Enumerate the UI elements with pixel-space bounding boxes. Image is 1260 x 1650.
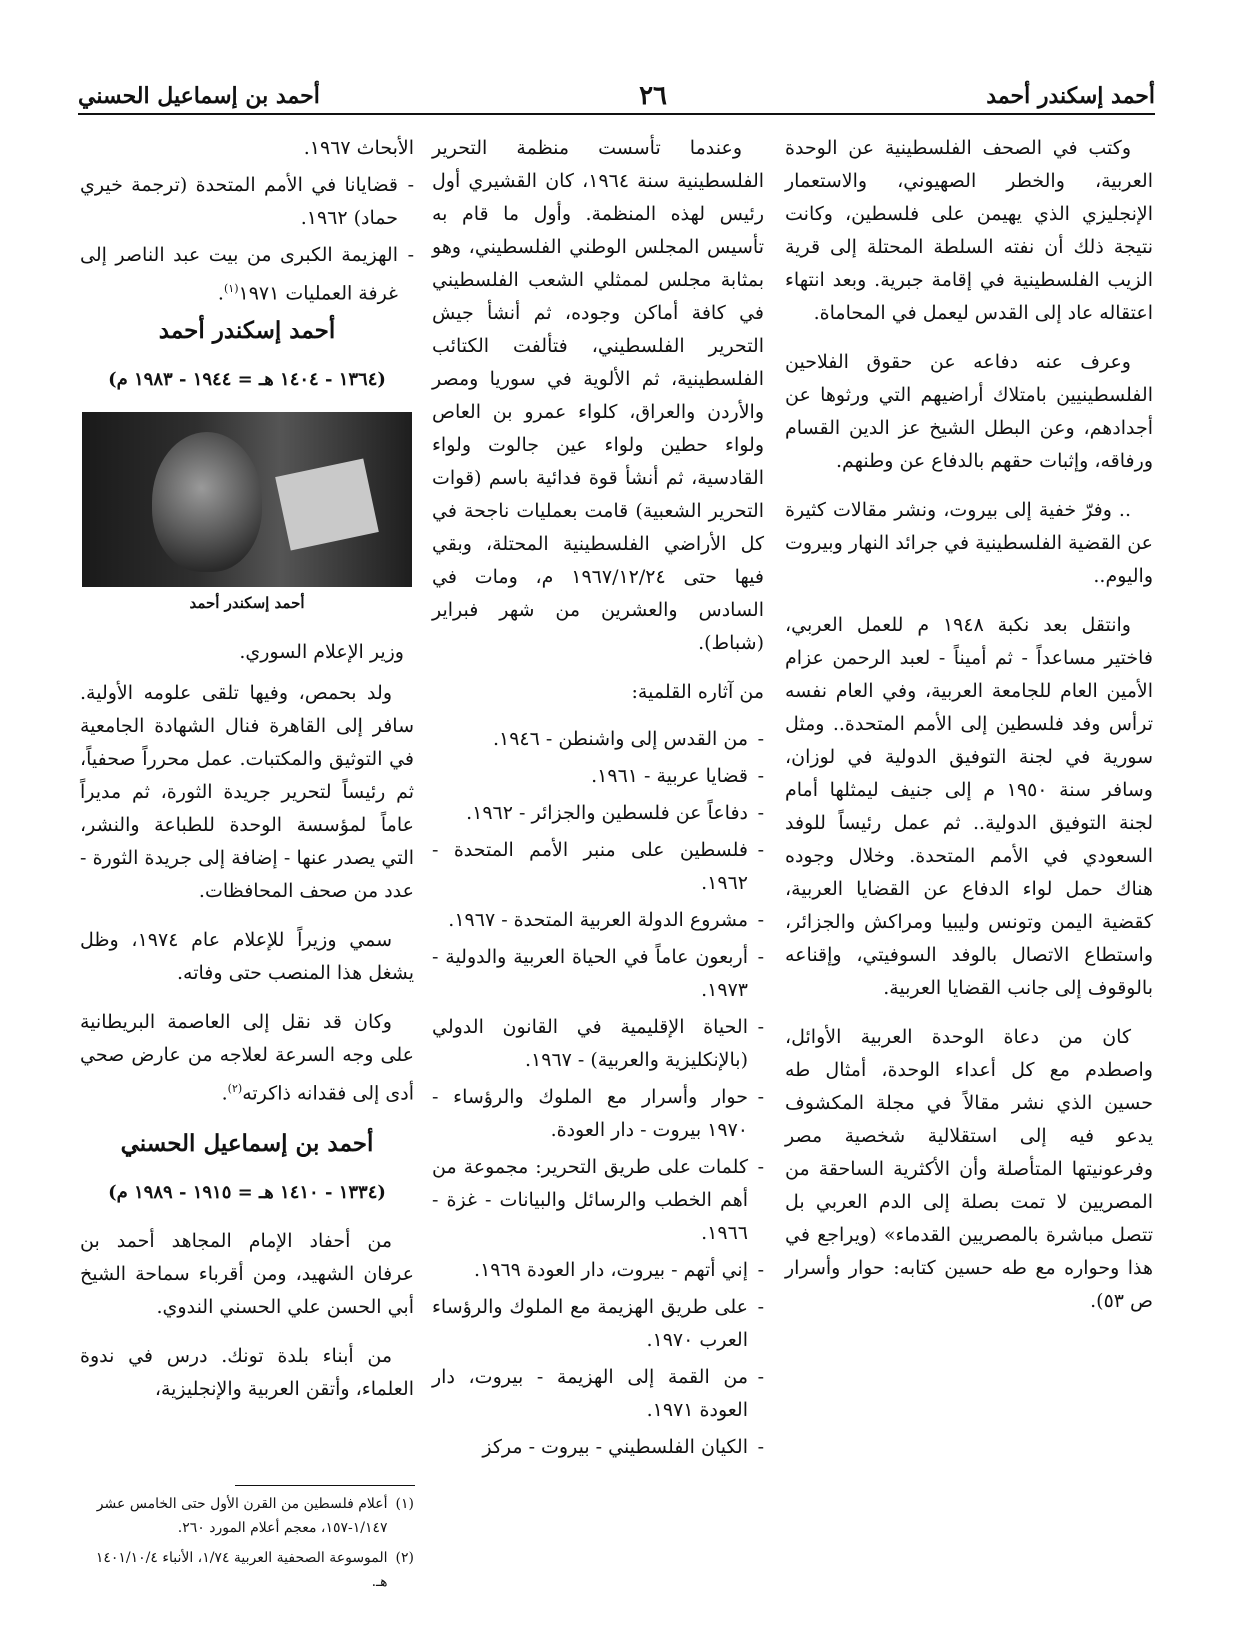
footnote-text: أعلام فلسطين من القرن الأول حتى الخامس عشر ١/١٤٧-١٥٧، معجم أعلام المورد ٢٦٠. — [96, 1496, 388, 1536]
paragraph: .. وفرّ خفية إلى بيروت، ونشر مقالات كثيرة عن القضية الفلسطينية في جرائد النهار وبيروت واليوم.. — [785, 499, 1153, 587]
list-item-text: الهزيمة الكبرى من بيت عبد الناصر إلى غرفة العمليات ١٩٧١ — [80, 244, 398, 305]
list-item: - فلسطين على منبر الأمم المتحدة - ١٩٦٢. — [432, 834, 764, 900]
column-right — [785, 132, 1153, 1334]
entry-heading: أحمد بن إسماعيل الحسني — [120, 1129, 374, 1157]
paragraph: وكتب في الصحف الفلسطينية عن الوحدة العربية، والخطر الصهيوني، والاستعمار الإنجليزي الذي يهيمن على فلسطين، وكانت نتيجة ذلك أن نفته السلطة المحتلة إلى قرية الزيب الفلسطينية في إقامة جبرية. وبعد انتهاء اعتقاله عاد إلى القدس ليعمل في المحاماة. — [785, 137, 1153, 324]
entry-title-line: وزير الإعلام السوري. — [239, 641, 404, 664]
list-item: - قضايانا في الأمم المتحدة (ترجمة خيري حماد) ١٩٦٢. — [80, 169, 414, 235]
portrait-photo — [82, 412, 412, 587]
paragraph: من أبناء بلدة تونك. درس في ندوة العلماء، وأتقن العربية والإنجليزية، — [80, 1344, 414, 1400]
entry-dates: (١٣٣٤ - ١٤١٠ هـ = ١٩١٥ - ١٩٨٩ م) — [108, 1181, 386, 1203]
list-item: - إني أتهم - بيروت، دار العودة ١٩٦٩. — [432, 1254, 764, 1287]
works-intro: من آثاره القلمية: — [631, 681, 764, 703]
footnote-marker: (١) — [223, 282, 239, 295]
header-rule — [78, 113, 1155, 115]
column-middle — [432, 132, 764, 1468]
header-right-title: أحمد إسكندر أحمد — [986, 83, 1155, 109]
list-item: - من القمة إلى الهزيمة - بيروت، دار العودة ١٩٧١. — [432, 1361, 764, 1427]
footnote-number: (١) — [395, 1496, 414, 1512]
list-item: - مشروع الدولة العربية المتحدة - ١٩٦٧. — [432, 904, 764, 937]
list-item: - قضايا عربية - ١٩٦١. — [432, 760, 764, 793]
footnote-rule — [235, 1485, 415, 1486]
continued-works-list — [80, 169, 414, 310]
paragraph: وعندما تأسست منظمة التحرير الفلسطينية سنة ١٩٦٤، كان القشيري أول رئيس لهذه المنظمة. وأول ما قام به تأسيس المجلس الوطني الفلسطيني، وهو بمثابة مجلس لممثلي الشعب الفلسطيني في كافة أماكن وجوده، ثم أنشأ جيش التحرير الفلسطيني، فتألفت الكتائب الفلسطينية، ثم الألوية في سوريا ومصر والأردن والعراق، كلواء عمرو بن العاص ولواء حطين ولواء عين جالوت ولواء القادسية، ثم أنشأ قوة فدائية باسم (قوات التحرير الشعبية) قامت بعمليات ناجحة في كل الأراضي الفلسطينية المحتلة، وبقي فيها حتى ١٩٦٧/١٢/٢٤ م، ومات في السادس والعشرين من شهر فبراير (شباط). — [432, 137, 765, 654]
list-item: - حوار وأسرار مع الملوك والرؤساء - ١٩٧٠ بيروت - دار العودة. — [432, 1081, 764, 1147]
portrait-face — [152, 432, 262, 572]
paragraph: ولد بحمص، وفيها تلقى علومه الأولية. سافر إلى القاهرة فنال الشهادة الجامعية في التوثيق والمكتبات. عمل محرراً صحفياً، ثم رئيساً لتحرير جريدة الثورة، ثم مديراً عاماً لمؤسسة الوحدة للطباعة والنشر، التي يصدر عنها - إضافة إلى جريدة الثورة - عدد من صحف المحافظات. — [80, 682, 414, 903]
footnote-marker: (٢) — [227, 1082, 243, 1096]
list-item: - من القدس إلى واشنطن - ١٩٤٦. — [432, 723, 764, 756]
list-item: - كلمات على طريق التحرير: مجموعة من أهم الخطب والرسائل والبيانات - غزة - ١٩٦٦. — [432, 1151, 764, 1250]
continued-line: الأبحاث ١٩٦٧. — [303, 137, 414, 159]
list-item: - أربعون عاماً في الحياة العربية والدولية - ١٩٧٣. — [432, 941, 764, 1007]
footnote — [80, 1492, 414, 1540]
column-left — [80, 132, 414, 1422]
works-list — [432, 723, 764, 1464]
list-item: - الحياة الإقليمية في القانون الدولي (بالإنكليزية والعربية) - ١٩٦٧. — [432, 1011, 764, 1077]
photo-caption: أحمد إسكندر أحمد — [189, 594, 305, 613]
paragraph: وعرف عنه دفاعه عن حقوق الفلاحين الفلسطينيين بامتلاك أراضيهم التي ورثوها عن أجدادهم، وعن البطل الشيخ عز الدين القسام ورفاقه، وإثبات حقهم بالدفاع عن وطنهم. — [785, 351, 1153, 472]
header-left-title: أحمد بن إسماعيل الحسني — [78, 83, 320, 109]
paragraph: من أحفاد الإمام المجاهد أحمد بن عرفان الشهيد، ومن أقرباء سماحة الشيخ أبي الحسن علي الحسني الندوي. — [80, 1229, 414, 1318]
paragraph: وانتقل بعد نكبة ١٩٤٨ م للعمل العربي، فاختير مساعداً - ثم أميناً - لعبد الرحمن عزام الأمين العام للجامعة العربية، وفي العام نفسه ترأس وفد فلسطين إلى الأمم المتحدة.. ومثل سورية في لجنة التوفيق الدولية في لوزان، وسافر سنة ١٩٥٠ م إلى جنيف ليمثلها أمام لجنة التوفيق الدولية.. ثم عمل رئيساً للوفد السعودي في الأمم المتحدة. وخلال وجوده هناك حمل لواء الدفاع عن القضايا العربية، كقضية اليمن وتونس وليبيا ومراكش والجزائر، واستطاع الاتصال بالوفد السوفيتي، وإقناعه بالوقوف إلى جانب القضايا العربية. — [785, 614, 1153, 999]
paragraph: وكان قد نقل إلى العاصمة البريطانية على وجه السرعة لعلاجه من عارض صحي أدى إلى فقدانه ذاكرته$^{(٢)}$. — [80, 1011, 414, 1105]
list-item: - الكيان الفلسطيني - بيروت - مركز — [432, 1431, 764, 1464]
running-header — [78, 76, 1155, 116]
portrait-paper — [275, 459, 379, 551]
footnote-text: الموسوعة الصحفية العربية ١/٧٤، الأنباء ١٤٠١/١٠/٤ هـ. — [95, 1550, 388, 1590]
entry-heading: أحمد إسكندر أحمد — [158, 317, 336, 345]
footnote-number: (٢) — [395, 1550, 414, 1566]
entry-dates: (١٣٦٤ - ١٤٠٤ هـ = ١٩٤٤ - ١٩٨٣ م) — [108, 369, 386, 391]
footnote — [80, 1546, 414, 1594]
list-item: - الهزيمة الكبرى من بيت عبد الناصر إلى غرفة العمليات ١٩٧١$^{(١)}$. — [80, 239, 414, 310]
paragraph: كان من دعاة الوحدة العربية الأوائل، واصطدم مع كل أعداء الوحدة، أمثال طه حسين الذي نشر مقالاً في مجلة المكشوف يدعو فيه إلى استقلالية شخصية مصر وفرعونيتها المتأصلة وأن الأكثرية الساحقة من المصريين لا تمت بصلة إلى الدم العربي بل تتصل مباشرة بالمصريين القدماء» (ويراجع في هذا وحواره مع طه حسين كتابه: حوار وأسرار ص ٥٣). — [785, 1026, 1153, 1312]
paragraph: سمي وزيراً للإعلام عام ١٩٧٤، وظل يشغل هذا المنصب حتى وفاته. — [80, 929, 414, 985]
page-number: ٢٦ — [639, 81, 667, 111]
list-item: - على طريق الهزيمة مع الملوك والرؤساء العرب ١٩٧٠. — [432, 1291, 764, 1357]
list-item: - دفاعاً عن فلسطين والجزائر - ١٩٦٢. — [432, 797, 764, 830]
footnotes — [80, 1492, 414, 1600]
paragraph-text: وكان قد نقل إلى العاصمة البريطانية على وجه السرعة لعلاجه من عارض صحي أدى إلى فقدانه ذاكرته — [80, 1011, 414, 1105]
